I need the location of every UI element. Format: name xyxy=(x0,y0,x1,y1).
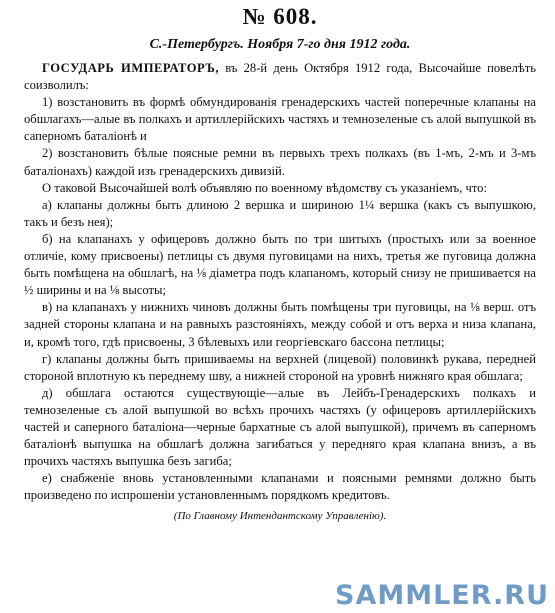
paragraph-a: а) клапаны должны быть длиною 2 вершка и шириною 1¼ вершка (какъ съ выпушкою, такъ и безъ нея); xyxy=(24,197,536,229)
source-note: (По Главному Интендантскому Управленію). xyxy=(173,510,387,523)
watermark-logo: SAMMLER.RU xyxy=(335,580,549,611)
paragraph-e: е) снабженіе вновь установленными клапанами и поясными ремнями должно быть произведено по испрошеніи установленнымъ порядкомъ кредитовъ. xyxy=(24,471,536,503)
order-number: № 608. xyxy=(242,4,318,29)
order-place-date: С.-Петербургъ. Ноября 7-го дня 1912 года. xyxy=(149,37,411,52)
order-page xyxy=(24,4,536,524)
paragraph-g: г) клапаны должны быть пришиваемы на верхней (лицевой) половинкѣ рукава, передней стороной вплотную къ переднему шву, а нижней стороной на уровнѣ нижняго края обшлага; xyxy=(24,351,536,383)
paragraph-3: О таковой Высочайшей волѣ объявляю по военному вѣдомству съ указаніемъ, что: xyxy=(42,180,487,195)
paragraph-b: б) на клапанахъ у офицеровъ должно быть по три шитыхъ (простыхъ или за военное отличіе, кому присвоены) петлицы съ двумя пуговицами на нихъ, третья же пуговица должна быть помѣщена на обшлагѣ, на ⅛ діаметра подъ клапаномъ, который снизу не пришивается на ½ ширины и на ⅛ высоты; xyxy=(24,231,536,298)
paragraph-d: д) обшлага остаются существующіе—алые въ Лейбъ-Гренадерскихъ полкахъ и темнозеленые съ алой выпушкой во всѣхъ прочихъ частяхъ (у офицеровъ артиллерійскихъ частей и саперного баталіона—черные бархатные съ алой выпушкой), причемъ въ саперномъ баталіонѣ выпушка на обшлагѣ должна загибаться у передняго края клапана внизъ, а въ прочихъ частяхъ выпушка безъ загиба; xyxy=(24,385,536,469)
paragraph-1: 1) возстановить въ формѣ обмундированія гренадерскихъ частей поперечные клапаны на обшлагахъ—алые въ полкахъ и артиллерійскихъ частяхъ и темнозеленые съ алой выпушкой въ саперномъ баталіонѣ и xyxy=(24,95,536,144)
order-lead xyxy=(24,60,536,94)
order-lead-text: въ 28-й день Октября 1912 года, Высочайше повелѣть соизволилъ: xyxy=(24,61,537,93)
paragraph-v: в) на клапанахъ у нижнихъ чиновъ должны быть помѣщены три пуговицы, на ⅛ верш. отъ задней стороны клапана и на равныхъ разстояніяхъ, между собой и отъ верха и низа клапана, и, кромѣ того, гдѣ присвоены, 3 бѣлевыхъ или георгіевскаго бассона петлицы; xyxy=(24,300,536,349)
order-lead-caps: ГОСУДАРЬ ИМПЕРАТОРЪ, xyxy=(42,61,220,75)
paragraph-2: 2) возстановить бѣлые поясные ремни въ первыхъ трехъ полкахъ (въ 1-мъ, 2-мъ и 3-мъ баталіонахъ) каждой изъ гренадерскихъ дивизій. xyxy=(24,146,536,178)
